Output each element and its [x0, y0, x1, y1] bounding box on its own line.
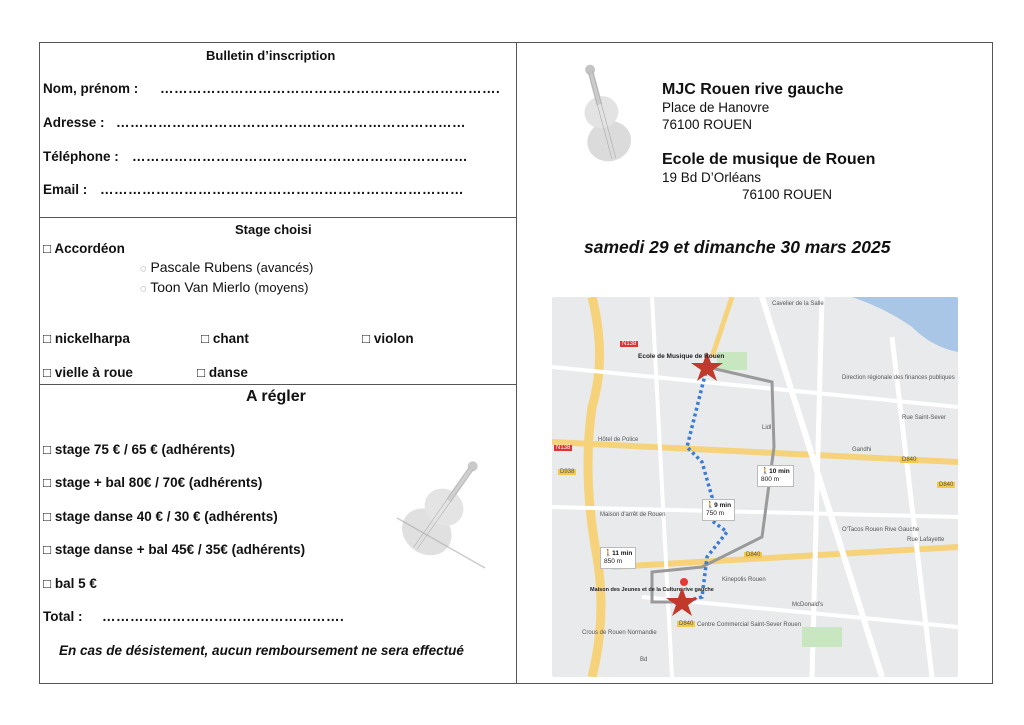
teacher-option-rubens[interactable]: [140, 259, 313, 275]
form-title: Bulletin d’inscription: [206, 48, 336, 63]
checkbox-stage-bal[interactable]: □ stage + bal 80€ / 70€ (adhérents): [43, 475, 263, 490]
teacher-level: (moyens): [254, 280, 309, 295]
road-badge-d840: D840: [902, 457, 917, 463]
field-name-label: Nom, prénom :: [43, 81, 139, 96]
divider-payment: [39, 384, 517, 385]
field-phone-dots[interactable]: ………………………………………………………………: [132, 149, 468, 164]
stage-title: Stage choisi: [235, 222, 312, 237]
checkbox-bal[interactable]: □ bal 5 €: [43, 576, 97, 591]
route-badge-11min[interactable]: 🚶11 min 850 m: [600, 547, 636, 569]
school-city: 76100 ROUEN: [742, 187, 833, 202]
payment-title: A régler: [246, 388, 306, 405]
divider-stage: [39, 217, 517, 218]
map-label-centre: Centre Commercial Saint-Sever Rouen: [697, 622, 802, 628]
map-label-maison-arret: Maison d'arrêt de Rouen: [600, 512, 666, 518]
map-label-gandhi: Gandhi: [852, 447, 872, 453]
teacher-name: Toon Van Mierlo: [150, 279, 251, 295]
map-label-direction: Direction régionale des finances publiques: [842, 375, 955, 381]
checkbox-accordeon[interactable]: □ Accordéon: [43, 241, 125, 256]
checkbox-stage[interactable]: □ stage 75 € / 65 € (adhérents): [43, 442, 235, 457]
violin-logo: [558, 62, 648, 174]
field-email-label: Email :: [43, 182, 88, 197]
road-badge-n138: N138: [622, 341, 637, 347]
checkbox-danse[interactable]: □ danse: [197, 365, 248, 380]
road-badge-d840: D840: [679, 621, 694, 627]
map-label-lidl: Lidl: [762, 425, 772, 431]
checkbox-vielle[interactable]: □ vielle à roue: [43, 365, 133, 380]
map-label-otacos: O'Tacos Rouen Rive Gauche: [842, 527, 920, 533]
checkbox-nickelharpa[interactable]: □ nickelharpa: [43, 331, 130, 346]
total-label: Total :: [43, 609, 83, 624]
map-label-mcdo: McDonald's: [792, 602, 824, 608]
map-label-cavelier: Cavelier de la Salle: [772, 301, 824, 307]
mjc-street: Place de Hanovre: [662, 100, 770, 115]
field-email-dots[interactable]: ……………………………………………………………………: [100, 182, 464, 197]
school-street: 19 Bd D’Orléans: [662, 170, 762, 185]
map-drawing: [552, 297, 958, 677]
teacher-level: (avancés): [256, 260, 314, 275]
total-dots[interactable]: …………………………………………….: [102, 609, 345, 624]
route-badge-10min[interactable]: 🚶10 min 800 m: [757, 465, 794, 487]
teacher-name: Pascale Rubens: [150, 259, 253, 275]
checkbox-stage-danse[interactable]: □ stage danse 40 € / 30 € (adhérents): [43, 509, 278, 524]
school-name: Ecole de musique de Rouen: [662, 151, 876, 168]
map-label-mjc: Maison des Jeunes et de la Culture rive gauche: [590, 587, 714, 593]
event-date: samedi 29 et dimanche 30 mars 2025: [584, 237, 891, 257]
checkbox-chant[interactable]: □ chant: [201, 331, 249, 346]
map-label-ecole: Ecole de Musique de Rouen: [638, 353, 725, 360]
road-badge-d938: D938: [560, 469, 575, 475]
field-name-dots[interactable]: ……………………………………………………………….: [160, 81, 501, 96]
map-label-crous: Crous de Rouen Normandie: [582, 630, 657, 636]
walk-icon: 🚶: [604, 550, 613, 557]
teacher-option-van-mierlo[interactable]: [140, 279, 308, 295]
map-label-st-sever: Rue Saint-Sever: [902, 415, 947, 421]
road-badge-n138: N138: [556, 445, 571, 451]
map-label-bd: Bd: [640, 657, 648, 663]
mjc-name: MJC Rouen rive gauche: [662, 81, 844, 98]
map-label-hotel: Hôtel de Police: [598, 437, 639, 443]
route-map[interactable]: [552, 297, 958, 677]
violin-illustration: [385, 448, 495, 578]
map-label-lafayette: Rue Lafayette: [907, 537, 945, 543]
checkbox-stage-danse-bal[interactable]: □ stage danse + bal 45€ / 35€ (adhérents): [43, 542, 306, 557]
mjc-city: 76100 ROUEN: [662, 117, 753, 132]
radio-circle-icon: ◌: [140, 263, 147, 275]
road-badge-d840: D840: [939, 482, 954, 488]
walk-icon: 🚶: [706, 502, 715, 509]
field-address-dots[interactable]: …………………………………………………………………: [116, 115, 466, 130]
checkbox-violon[interactable]: □ violon: [362, 331, 414, 346]
vertical-divider: [516, 42, 517, 684]
field-address-label: Adresse :: [43, 115, 105, 130]
map-label-kinepolis: Kinepolis Rouen: [722, 577, 766, 583]
field-phone-label: Téléphone :: [43, 149, 119, 164]
radio-circle-icon: ◌: [140, 283, 147, 295]
route-badge-9min[interactable]: 🚶9 min 750 m: [702, 499, 735, 521]
disclaimer: En cas de désistement, aucun remboursement ne sera effectué: [59, 643, 464, 658]
road-badge-d840: D840: [746, 552, 761, 558]
walk-icon: 🚶: [761, 468, 770, 475]
